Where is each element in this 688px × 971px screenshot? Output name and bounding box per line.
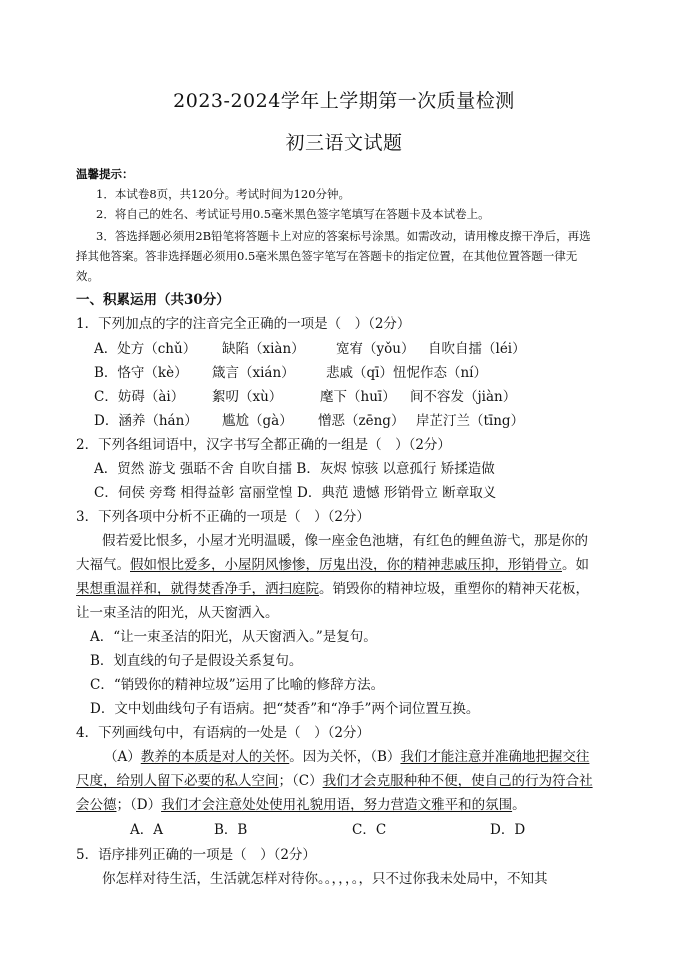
underlined-sentence: 教养的本质是对人的关怀 <box>140 749 290 765</box>
option-text: 间不容发（jiàn） <box>410 389 517 405</box>
underlined-sentence: 会公德 <box>76 797 117 813</box>
question-4-option-a: A．A <box>130 822 163 838</box>
question-4-option-c: C．C <box>352 822 387 838</box>
option-text: 缺陷（xiàn） <box>222 341 305 357</box>
question-3-passage-line <box>76 555 589 575</box>
question-3-option-c: C．“销毁你的精神垃圾”运用了比喻的修辞方法。 <box>90 677 385 693</box>
notice-item-3: 3．答选择题必须用2B铅笔将答题卡上对应的答案标号涂黑。如需改动，请用橡皮擦干净后，再选 <box>96 229 591 243</box>
option-text: 憎恶（zēng） <box>318 413 405 429</box>
notice-item-1: 1．本试卷8页，共120分。考试时间为120分钟。 <box>96 187 351 201</box>
question-3-option-a: A．“让一束圣洁的阳光，从天窗洒入。”是复句。 <box>90 629 377 645</box>
passage-text: 。如 <box>562 557 589 573</box>
question-4-stem: 4．下列画线句中，有语病的一处是（ ）（2分） <box>76 725 370 741</box>
option-text: B．恪守（kè） <box>94 365 188 381</box>
question-4-option-b: B．B <box>214 822 248 838</box>
question-3-passage-line: 让一束圣洁的阳光，从天窗洒入。 <box>76 605 279 621</box>
question-1-stem: 1．下列加点的字的注音完全正确的一项是（ ）（2分） <box>76 316 411 332</box>
question-3-option-d: D．文中划曲线句子有语病。把“焚香”和“净手”两个词位置互换。 <box>90 701 480 717</box>
underlined-sentence: 假如恨比爱多，小屋阴风惨惨，厉鬼出没，你的精神悲戚压抑，形销骨立 <box>130 557 562 573</box>
question-3-passage-line <box>76 579 589 599</box>
underlined-sentence: 我们才会克服种种不便，使自己的行为符合社 <box>322 773 593 789</box>
notice-item-3-end: 效。 <box>76 269 99 283</box>
passage-text: 。因为关怀，（B） <box>289 749 401 765</box>
passage-text: ；（C） <box>278 773 323 789</box>
option-text: 箴言（xián） <box>212 365 295 381</box>
option-text: 宽宥（yǒu） <box>336 341 415 357</box>
question-2-stem: 2．下列各组词语中，汉字书写全都正确的一组是（ ）（2分） <box>76 437 451 453</box>
option-text: C．妨碍（ài） <box>94 389 185 405</box>
question-1-option-a <box>94 339 526 359</box>
option-text: 自吹自擂（léi） <box>428 341 526 357</box>
option-text: 尴尬（gà） <box>222 413 293 429</box>
question-3-option-b: B．划直线的句子是假设关系复句。 <box>90 653 303 669</box>
exam-subtitle: 初三语文试题 <box>285 132 403 154</box>
notice-item-2: 2．将自己的姓名、考试证号用0.5毫米黑色签字笔填写在答题卡及本试卷上。 <box>96 207 490 221</box>
option-text: 絮叨（xù） <box>212 389 283 405</box>
underlined-sentence: 我们才能注意并准确地把握交往 <box>400 749 590 765</box>
passage-text: ；（D） <box>116 797 162 813</box>
notice-label: 温馨提示： <box>76 167 134 181</box>
question-4-passage-line <box>104 747 589 767</box>
question-5-passage-line: 你怎样对待生活，生活就怎样对待你。。，，，。，只不过你我未处局中，不知其 <box>102 871 548 887</box>
notice-item-3-cont: 择其他答案。答非选择题必须用0.5毫米黑色签字笔写在答题卡的指定位置，在其他位置答题一律无 <box>76 249 578 263</box>
option-text: A．处方（chǔ） <box>94 341 197 357</box>
question-5-stem: 5．语序排列正确的一项是（ ）（2分） <box>76 847 316 863</box>
question-3-passage-line: 假若爱比恨多，小屋才光明温暖，像一座金色池塘，有红色的鲤鱼游弋，那是你的 <box>102 533 588 549</box>
underlined-sentence: 果想重温祥和，就得焚香净手，洒扫庭院 <box>76 581 319 597</box>
question-2-option-cd: C．伺侯 旁骛 相得益彰 富丽堂惶 D．典范 遗憾 形销骨立 断章取义 <box>94 485 497 501</box>
passage-text: 。销毁你的精神垃圾，重塑你的精神天花板， <box>319 581 589 597</box>
question-1-option-c <box>94 387 516 407</box>
option-text: 麾下（huī） <box>320 389 396 405</box>
passage-text: 大福气。 <box>76 557 130 573</box>
question-1-option-d <box>94 411 524 431</box>
question-3-stem: 3．下列各项中分析不正确的一项是（ ）（2分） <box>76 509 370 525</box>
question-1-option-b <box>94 363 487 383</box>
option-text: 悲戚（qī）忸怩作态（ní） <box>326 365 487 381</box>
section-heading: 一、积累运用（共30分） <box>76 292 230 308</box>
question-4-passage-line <box>76 771 593 791</box>
question-4-option-d: D．D <box>490 822 526 838</box>
passage-text: （A） <box>104 749 141 765</box>
underlined-sentence: 尺度，给别人留下必要的私人空间 <box>76 773 279 789</box>
question-2-option-ab: A．贸然 游戈 强聒不舍 自吹自擂 B．灰烬 惊骇 以意孤行 矫揉造做 <box>94 461 495 477</box>
passage-text: 。 <box>512 797 526 813</box>
question-4-passage-line <box>76 795 526 815</box>
exam-title: 2023-2024学年上学期第一次质量检测 <box>173 90 515 112</box>
underlined-sentence: 我们才会注意处处使用礼貌用语，努力营造文雅平和的氛围 <box>161 797 513 813</box>
option-text: 岸芷汀兰（tīng） <box>416 413 525 429</box>
option-text: D．涵养（hán） <box>94 413 198 429</box>
